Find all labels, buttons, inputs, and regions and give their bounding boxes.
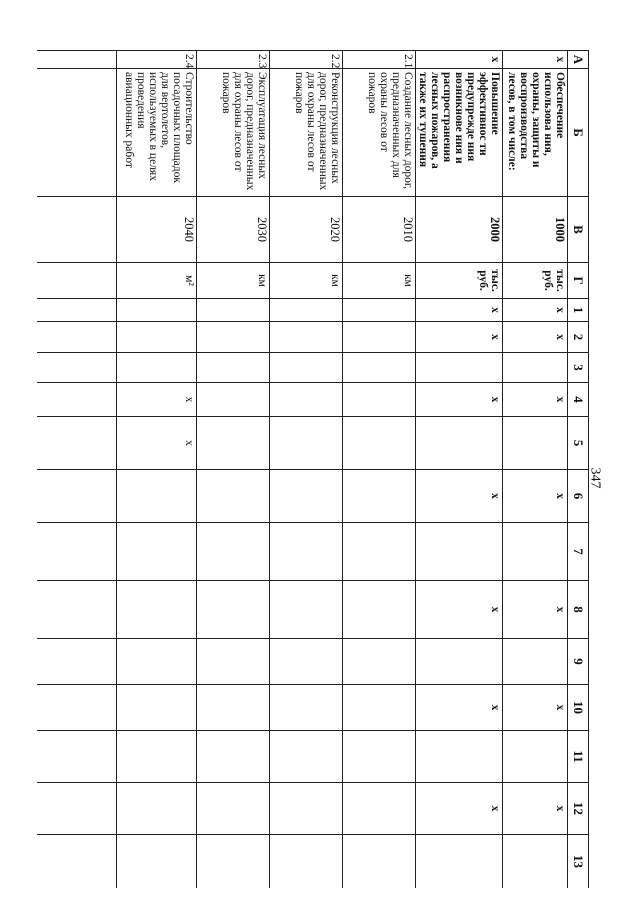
value-cell xyxy=(503,639,568,685)
row-code xyxy=(37,51,117,69)
value-cell xyxy=(270,581,343,639)
column-header: 12 xyxy=(568,783,589,835)
row-line-code: 2000 xyxy=(416,197,503,263)
value-cell: x xyxy=(416,685,503,731)
value-cell xyxy=(343,639,416,685)
value-cell: x xyxy=(416,470,503,523)
column-header: 9 xyxy=(568,639,589,685)
value-cell xyxy=(343,322,416,353)
value-cell xyxy=(270,322,343,353)
column-header: Б xyxy=(568,69,589,197)
value-cell xyxy=(343,383,416,417)
row-line-code: 2030 xyxy=(197,197,270,263)
value-cell xyxy=(503,417,568,470)
value-cell xyxy=(37,685,117,731)
value-cell xyxy=(117,523,197,581)
row-line-code: 2040 xyxy=(117,197,197,263)
value-cell xyxy=(37,783,117,835)
value-cell xyxy=(343,581,416,639)
value-cell xyxy=(416,417,503,470)
value-cell xyxy=(117,731,197,783)
value-cell xyxy=(270,835,343,889)
value-cell xyxy=(117,581,197,639)
table-row xyxy=(343,51,416,889)
value-cell xyxy=(416,353,503,383)
value-cell xyxy=(197,383,270,417)
value-cell xyxy=(416,523,503,581)
value-cell xyxy=(117,299,197,322)
value-cell xyxy=(343,470,416,523)
column-header: Г xyxy=(568,263,589,299)
value-cell: x xyxy=(117,417,197,470)
row-name: Создание лесных дорог, предназначенных для охраны лесов от пожаров xyxy=(343,69,416,197)
value-cell xyxy=(343,299,416,322)
report-table xyxy=(37,50,589,888)
column-header: 4 xyxy=(568,383,589,417)
column-header: 1 xyxy=(568,299,589,322)
value-cell: x xyxy=(416,322,503,353)
value-cell xyxy=(117,835,197,889)
row-name xyxy=(37,69,117,197)
table-row xyxy=(416,51,503,889)
value-cell xyxy=(270,353,343,383)
value-cell xyxy=(37,523,117,581)
row-unit: м² xyxy=(117,263,197,299)
value-cell xyxy=(117,353,197,383)
value-cell xyxy=(503,353,568,383)
value-cell xyxy=(503,731,568,783)
table-row xyxy=(270,51,343,889)
row-name: Реконструкция лесных дорог, предназначенных для охраны лесов от пожаров xyxy=(270,69,343,197)
row-code: 2.2 xyxy=(270,51,343,69)
value-cell xyxy=(416,835,503,889)
table-row xyxy=(117,51,197,889)
row-name: Эксплуатация лесных дорог, предназначенных для охраны лесов от пожаров xyxy=(197,69,270,197)
value-cell xyxy=(117,685,197,731)
value-cell xyxy=(270,783,343,835)
column-header: 2 xyxy=(568,322,589,353)
value-cell xyxy=(270,523,343,581)
column-header: 11 xyxy=(568,731,589,783)
row-unit: тыс. руб. xyxy=(503,263,568,299)
value-cell: x xyxy=(503,783,568,835)
row-name: Обеспечение использова ния, охраны, защиты и воспроизводства лесов, в том числе: xyxy=(503,69,568,197)
row-code: x xyxy=(503,51,568,69)
value-cell xyxy=(197,731,270,783)
value-cell xyxy=(270,383,343,417)
value-cell xyxy=(270,470,343,523)
row-name: Повышение эффективнос ти предупрежде ния возникнове ния и распространения лесных пожаров, а также их тушения xyxy=(416,69,503,197)
value-cell xyxy=(343,783,416,835)
row-code: 2.4 xyxy=(117,51,197,69)
value-cell: x xyxy=(503,383,568,417)
page-number: 347 xyxy=(587,467,603,489)
row-line-code xyxy=(37,197,117,263)
value-cell: x xyxy=(117,383,197,417)
row-code: x xyxy=(416,51,503,69)
value-cell xyxy=(343,417,416,470)
value-cell: x xyxy=(503,685,568,731)
table-row xyxy=(37,51,117,889)
row-unit: тыс. руб. xyxy=(416,263,503,299)
column-header: 13 xyxy=(568,835,589,889)
value-cell xyxy=(416,731,503,783)
value-cell xyxy=(37,835,117,889)
value-cell xyxy=(117,322,197,353)
value-cell xyxy=(343,685,416,731)
row-line-code: 2020 xyxy=(270,197,343,263)
value-cell xyxy=(197,685,270,731)
value-cell xyxy=(117,470,197,523)
value-cell xyxy=(37,299,117,322)
value-cell: x xyxy=(416,383,503,417)
value-cell xyxy=(197,581,270,639)
table-row xyxy=(503,51,568,889)
value-cell xyxy=(197,322,270,353)
value-cell xyxy=(197,835,270,889)
column-header: 3 xyxy=(568,353,589,383)
value-cell xyxy=(416,639,503,685)
row-unit: км xyxy=(197,263,270,299)
value-cell xyxy=(270,639,343,685)
value-cell xyxy=(37,731,117,783)
value-cell xyxy=(117,639,197,685)
value-cell xyxy=(197,783,270,835)
row-line-code: 1000 xyxy=(503,197,568,263)
value-cell: x xyxy=(503,470,568,523)
value-cell xyxy=(37,383,117,417)
value-cell xyxy=(117,783,197,835)
value-cell xyxy=(503,523,568,581)
value-cell xyxy=(343,731,416,783)
value-cell xyxy=(37,417,117,470)
value-cell xyxy=(503,835,568,889)
value-cell xyxy=(343,353,416,383)
value-cell xyxy=(197,353,270,383)
value-cell xyxy=(37,470,117,523)
row-line-code: 2010 xyxy=(343,197,416,263)
column-header: 8 xyxy=(568,581,589,639)
value-cell xyxy=(270,731,343,783)
row-unit xyxy=(37,263,117,299)
table-frame xyxy=(37,50,589,888)
column-header: 6 xyxy=(568,470,589,523)
table-row xyxy=(197,51,270,889)
value-cell xyxy=(270,685,343,731)
value-cell: x xyxy=(416,783,503,835)
value-cell xyxy=(37,581,117,639)
value-cell: x xyxy=(416,299,503,322)
value-cell xyxy=(197,470,270,523)
column-header: А xyxy=(568,51,589,69)
column-header: В xyxy=(568,197,589,263)
column-header: 7 xyxy=(568,523,589,581)
row-unit: км xyxy=(270,263,343,299)
value-cell: x xyxy=(503,299,568,322)
value-cell xyxy=(197,523,270,581)
value-cell xyxy=(270,299,343,322)
value-cell xyxy=(343,523,416,581)
row-code: 2.3 xyxy=(197,51,270,69)
value-cell: x xyxy=(503,581,568,639)
value-cell xyxy=(37,353,117,383)
value-cell xyxy=(197,417,270,470)
value-cell xyxy=(37,639,117,685)
column-header: 10 xyxy=(568,685,589,731)
value-cell xyxy=(37,322,117,353)
value-cell xyxy=(197,299,270,322)
value-cell: x xyxy=(503,322,568,353)
row-code: 2.1 xyxy=(343,51,416,69)
row-name: Строительство посадочных площадок для вертолетов, используемых в целях проведения авиационных работ xyxy=(117,69,197,197)
column-header: 5 xyxy=(568,417,589,470)
value-cell xyxy=(197,639,270,685)
value-cell: x xyxy=(416,581,503,639)
row-unit: км xyxy=(343,263,416,299)
value-cell xyxy=(270,417,343,470)
value-cell xyxy=(343,835,416,889)
